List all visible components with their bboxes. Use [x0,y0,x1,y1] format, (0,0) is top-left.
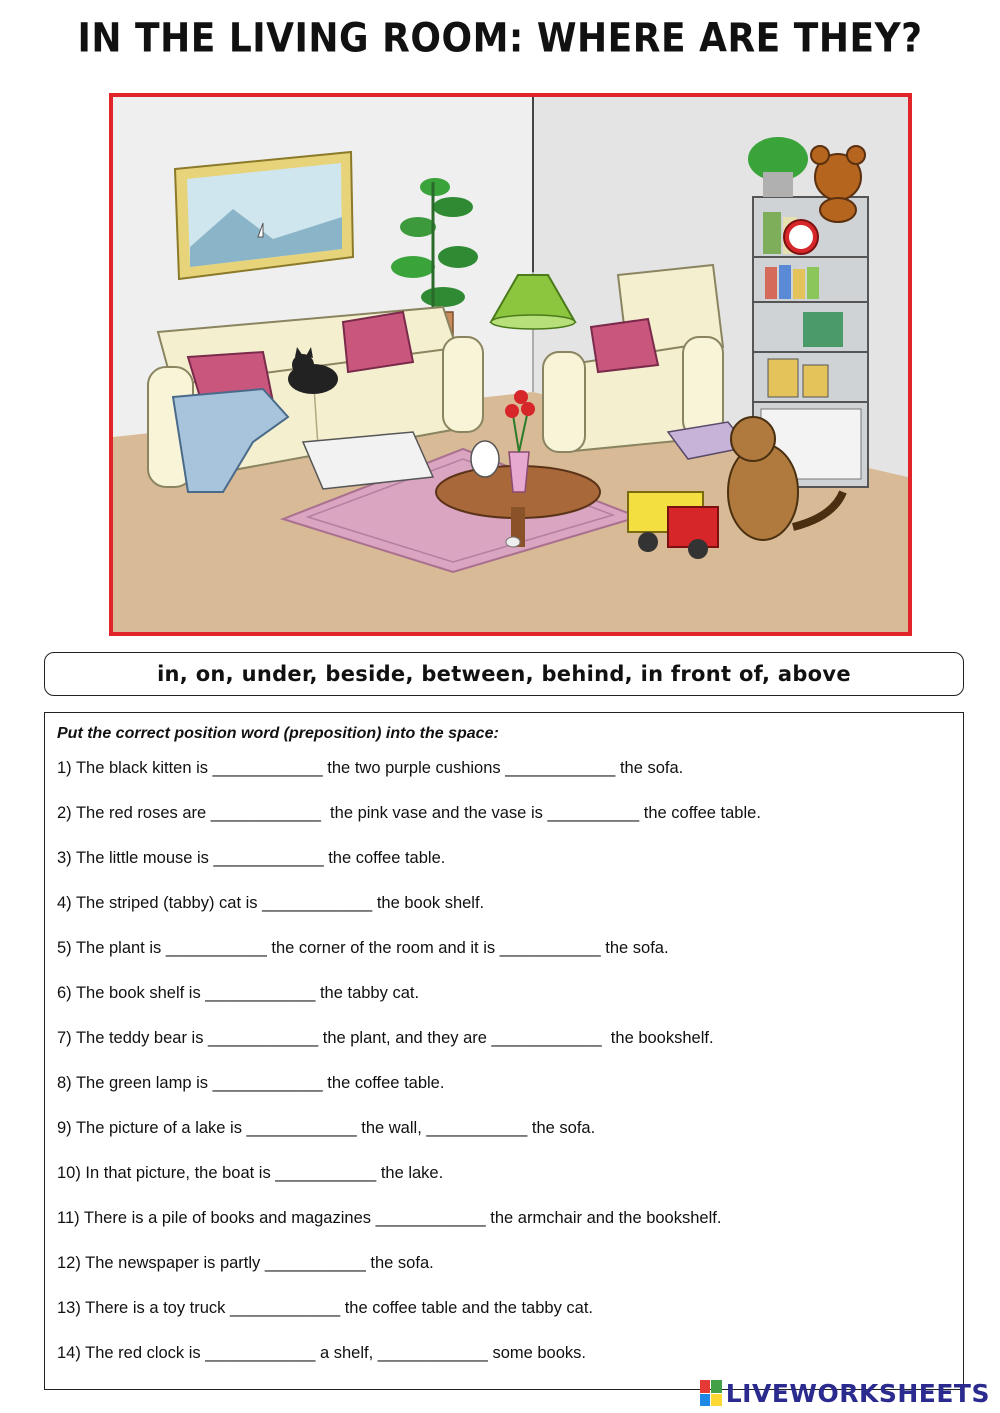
little-mouse [506,537,520,547]
question-11[interactable]: 11) There is a pile of books and magazines ____________ the armchair and the bookshelf. [57,1209,722,1227]
question-10[interactable]: 10) In that picture, the boat is ___________ the lake. [57,1164,444,1182]
instruction: Put the correct position word (preposition) into the space: [57,725,499,742]
question-8[interactable]: 8) The green lamp is ____________ the coffee table. [57,1074,445,1092]
living-room-scene [113,97,908,632]
armchair-cushion [591,319,658,372]
question-2[interactable]: 2) The red roses are ____________ the pink vase and the vase is __________ the coffee table. [57,804,761,822]
question-9[interactable]: 9) The picture of a lake is ____________ the wall, ___________ the sofa. [57,1119,596,1137]
question-4[interactable]: 4) The striped (tabby) cat is ____________ the book shelf. [57,894,485,912]
lake-picture [175,152,353,279]
living-room-illustration [109,93,912,636]
liveworksheets-logo [700,1376,990,1410]
right-cushion [343,312,413,372]
teddy-bear [811,146,865,222]
logo-text: LIVEWORKSHEETS [725,1378,990,1408]
logo-badge-icon [700,1380,722,1406]
word-bank: in, on, under, beside, between, behind, in front of, above [44,652,964,696]
question-5[interactable]: 5) The plant is ___________ the corner of the room and it is ___________ the sofa. [57,939,669,957]
question-7[interactable]: 7) The teddy bear is ____________ the plant, and they are ____________ the bookshelf. [57,1029,714,1047]
page-title: IN THE LIVING ROOM: WHERE ARE THEY? [77,15,923,62]
question-3[interactable]: 3) The little mouse is ____________ the coffee table. [57,849,446,867]
question-13[interactable]: 13) There is a toy truck ____________ the coffee table and the tabby cat. [57,1299,594,1317]
question-12[interactable]: 12) The newspaper is partly ___________ the sofa. [57,1254,434,1272]
question-14[interactable]: 14) The red clock is ____________ a shelf, ____________ some books. [57,1344,586,1362]
question-1[interactable]: 1) The black kitten is ____________ the two purple cushions ____________ the sofa. [57,759,684,777]
question-6[interactable]: 6) The book shelf is ____________ the tabby cat. [57,984,420,1002]
exercise-box [44,712,964,1390]
